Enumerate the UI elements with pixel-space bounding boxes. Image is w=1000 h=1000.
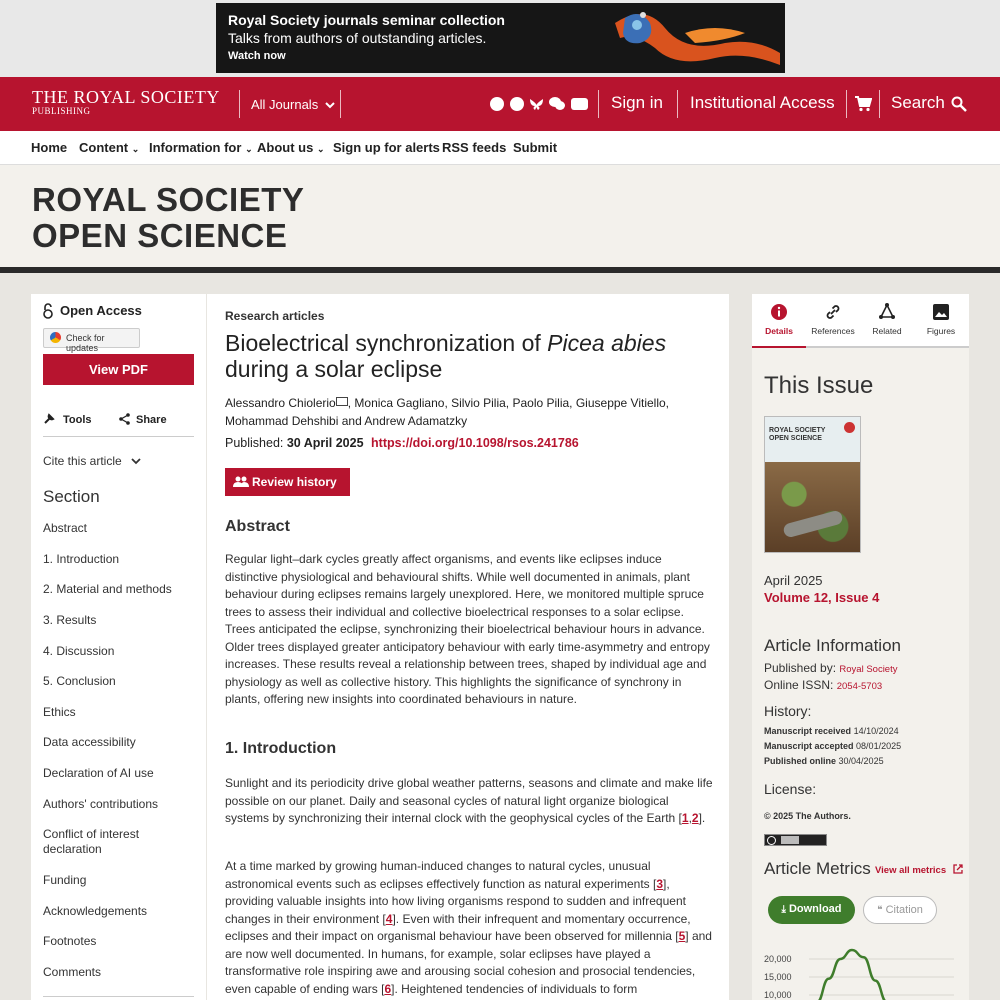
article-main [207,294,729,1000]
article-tabs [752,294,969,348]
tab-label: Details [765,326,793,336]
issn-label: Online ISSN: [764,678,834,692]
all-journals-dropdown[interactable] [251,97,335,112]
published-label: Published: [225,436,284,450]
article-title [225,330,713,382]
title-text: Bioelectrical synchronization of [225,330,548,356]
search-icon[interactable] [951,96,967,112]
history-heading: History: [764,703,812,719]
section-link[interactable]: 2. Material and methods [43,582,172,596]
accepted-date: 08/01/2025 [856,741,902,751]
nav-sign-up-alerts[interactable]: Sign up for alerts [333,140,440,155]
section-heading: Section [43,487,100,506]
logo-subtext: PUBLISHING [32,106,91,116]
info-icon [771,304,787,320]
main-nav [0,131,1000,165]
cite-label: Cite this article [43,454,122,468]
doi-link[interactable]: https://doi.org/10.1098/rsos.241786 [371,436,579,450]
cart-icon[interactable] [854,95,872,112]
tools-button[interactable] [43,413,92,426]
image-icon [933,304,949,320]
sign-in-link[interactable]: Sign in [611,93,663,112]
this-issue-heading: This Issue [764,372,874,399]
link-icon [825,304,841,320]
download-metrics-button[interactable] [768,896,855,924]
ad-subtitle: Talks from authors of outstanding articles. [228,30,487,46]
tab-related[interactable] [860,294,914,348]
view-pdf-button[interactable]: View PDF [43,354,194,385]
citation-metrics-button[interactable] [863,896,937,924]
logo-text[interactable]: THE ROYAL SOCIETY [32,87,220,107]
chevron-down-icon [131,458,141,465]
tab-label: Related [872,326,902,336]
download-label: Download [788,903,842,915]
nav-submit[interactable]: Submit [513,140,558,155]
x-icon[interactable] [490,97,504,111]
ad-title: Royal Society journals seminar collection [228,12,505,28]
author-links[interactable]: , Monica Gagliano, Silvio Pilia, Paolo Pilia, Giuseppe Vitiello, [347,396,670,410]
chevron-down-icon: ⌄ [316,144,325,154]
section-link[interactable]: Conflict of interest declaration [43,827,140,856]
by-badge [781,836,799,844]
abstract-heading: Abstract [225,518,290,535]
download-icon: ⤓ [781,904,786,915]
journal-title-line1[interactable]: ROYAL SOCIETY [32,181,305,218]
section-link[interactable]: Comments [43,965,102,979]
section-link[interactable]: Abstract [43,521,88,535]
abstract-text: Regular light–dark cycles greatly affect organisms, and events like eclipses induce distinctive physiological and behavioural shifts. While well documented in animals, plant behaviour during eclipses remains largely unexplored. Here, we monitored multiple spruce trees to assess their individual and collective bioelectrical responses to a solar eclipse. Trees anticipated the eclipse, synchronizing their bioelectrical behaviour hours in advance. Older trees displayed greater anticipatory behaviour with early time-asymmetry and entropy increases. These results reveal a relationship between trees, shaped by individual age and physiology as well as collective history. This highlights the significance of synchrony in plants, offering new insights into coordinated behaviours in nature. [225,552,710,706]
share-label: Share [136,414,167,426]
paragraph-text: ] and are now well documented. In humans, for example, solar eclipses have played a transformative role inspiring awe and arousing social cohesion and prosocial tendencies, even capable of ending wars [ [225,929,712,996]
nav-about-us[interactable] [257,140,325,155]
citation-label: Citation [885,904,923,916]
cover-badge-icon [844,422,855,433]
author-link[interactable]: Alessandro Chiolerio [225,396,336,410]
online-issn [764,678,882,692]
review-history-button[interactable] [225,468,350,496]
section-link[interactable]: Authors' contributions [43,797,159,811]
cite-this-article-toggle[interactable] [43,454,141,468]
issue-date: April 2025 [764,573,823,588]
email-icon[interactable] [336,397,348,406]
right-sidebar [752,294,969,1000]
cc-by-license-icon[interactable] [764,834,827,846]
external-link-icon [953,864,963,874]
published-by [764,661,897,675]
received-date: 14/10/2024 [853,726,899,736]
paragraph-text: ]. Even with their infrequent and momentary occurrence, eclipses and their impact on organismal behaviour have been observed for millennia [ [225,911,691,943]
ad-banner[interactable] [216,3,785,73]
search-link[interactable]: Search [891,93,945,112]
wechat-icon[interactable] [549,96,565,111]
quote-icon: ❝ [877,905,883,916]
divider [43,996,194,997]
article-metrics-heading: Article Metrics [764,859,871,878]
tab-label: References [811,326,855,336]
nav-content-label: Content [79,140,129,155]
cover-photo [765,462,861,553]
publication-info [225,436,713,450]
divider [340,90,341,118]
reference-link[interactable]: 3 [656,876,664,891]
tab-label: Figures [926,326,956,336]
chart-tick-label: 15,000 [764,972,792,982]
accepted-label: Manuscript accepted [764,741,854,751]
section-link[interactable]: 4. Discussion [43,644,115,658]
open-access-label: Open Access [60,303,142,318]
view-metrics-label: View all metrics [875,865,947,876]
issue-cover-image[interactable] [764,416,861,553]
reference-link[interactable]: 1 [681,811,689,825]
institutional-access-link[interactable]: Institutional Access [690,93,835,112]
section-link[interactable]: 1. Introduction [43,552,120,566]
tab-references[interactable] [806,294,860,348]
nav-about-label: About us [257,140,314,155]
paragraph-text: ], providing valuable insights into how living organisms respond to sudden and infrequent changes in their environment [ [225,876,686,926]
divider [43,436,194,437]
ad-bar [0,0,1000,77]
article-information-heading: Article Information [764,636,901,655]
chart-tick-label: 20,000 [764,954,792,964]
issn-link[interactable]: 2054-5703 [836,681,883,692]
reference-link[interactable]: 2 [691,811,699,825]
tab-figures[interactable] [914,294,968,348]
nav-content[interactable] [79,140,139,155]
section-link[interactable]: Data accessibility [43,735,136,749]
section-link[interactable]: Acknowledgements [43,904,148,918]
section-link[interactable]: 5. Conclusion [43,674,116,688]
history-online [764,756,884,766]
share-icon [119,413,130,425]
left-sidebar [31,294,206,1000]
published-date: 30 April 2025 [286,436,364,450]
nav-information-for[interactable] [149,140,253,155]
ad-image [585,3,785,73]
tools-label: Tools [63,414,92,426]
title-text: during a solar eclipse [225,356,443,382]
site-header [0,77,1000,131]
paragraph-text: ]. Heightened tendencies of individuals to form [391,981,638,996]
history-received [764,726,899,736]
facebook-icon[interactable] [510,97,524,111]
divider [598,90,599,118]
section-link[interactable]: Footnotes [43,934,97,948]
chart-series-line [817,950,887,1000]
divider [879,90,880,118]
introduction-heading: 1. Introduction [225,740,337,757]
people-icon [232,476,250,487]
view-all-metrics-link[interactable] [875,864,963,876]
chart-tick-label: 10,000 [764,990,792,1000]
network-icon [878,303,896,319]
copyright-text: © 2025 The Authors. [764,811,851,821]
publisher-link[interactable]: Royal Society [839,664,898,675]
wrench-icon [43,413,55,425]
divider [846,90,847,118]
check-updates-label: Check for updates [66,333,105,353]
chevron-down-icon: ⌄ [245,144,253,154]
journal-title-line2[interactable]: OPEN SCIENCE [32,217,288,254]
metrics-chart [764,937,959,1000]
reference-link[interactable]: 5 [678,929,686,943]
section-link[interactable]: Declaration of AI use [43,766,154,780]
journal-banner [0,165,1000,273]
open-access-icon [43,303,53,319]
intro-paragraph: Sunlight and its periodicity drive global weather patterns, seasons and climate and make life possible on our planet. Daily and seasonal cycles of natural light organize biological systems by synchronizing their internal clock with the geophysical cycles of the Earth [1,2]. [225,776,713,825]
nav-home[interactable]: Home [31,140,68,155]
cc-badge [767,836,776,845]
reference-link[interactable]: 4 [385,911,393,926]
divider [239,90,240,118]
share-button[interactable] [119,413,167,426]
intro-paragraph [225,858,713,998]
section-link[interactable]: Funding [43,873,87,887]
check-for-updates-button[interactable] [43,328,140,353]
title-species: Picea abies [547,330,667,356]
online-date: 30/04/2025 [838,756,884,766]
reference-link[interactable]: 6 [384,981,392,996]
online-label: Published online [764,756,837,766]
article-type: Research articles [225,309,325,323]
divider [677,90,678,118]
paragraph-text: ]. [698,811,706,825]
paragraph-text: At a time marked by growing human-induced changes to natural cycles, unusual astronomical events such as eclipses effectively function as natural experiments [ [225,859,657,891]
section-link[interactable]: Ethics [43,705,76,719]
license-heading: License: [764,781,817,797]
author-list [225,394,713,430]
issue-volume-link[interactable]: Volume 12, Issue 4 [764,590,880,605]
paragraph-text: Sunlight and its periodicity drive global weather patterns, seasons and climate and make life possible on our planet. Daily and seasonal cycles of natural light organize biological systems by synchronizing their internal clock with the geophysical cycles of the Earth [ [225,776,713,825]
crossmark-icon [50,332,61,343]
cover-title: ROYAL SOCIETY OPEN SCIENCE [769,427,826,442]
published-by-label: Published by: [764,661,837,675]
section-link[interactable]: 3. Results [43,613,97,627]
nav-information-label: Information for [149,140,242,155]
youtube-icon[interactable] [571,98,588,110]
received-label: Manuscript received [764,726,852,736]
ad-cta[interactable]: Watch now [228,50,286,62]
history-accepted [764,741,901,751]
chevron-down-icon [325,102,335,109]
tab-details[interactable] [752,294,806,348]
nav-rss-feeds[interactable]: RSS feeds [442,140,507,155]
bluesky-icon[interactable] [529,97,544,111]
review-history-label: Review history [252,475,337,489]
author-links[interactable]: Mohammad Dehshibi and Andrew Adamatzky [225,414,468,428]
all-journals-label: All Journals [251,97,319,112]
chevron-down-icon: ⌄ [131,144,140,154]
